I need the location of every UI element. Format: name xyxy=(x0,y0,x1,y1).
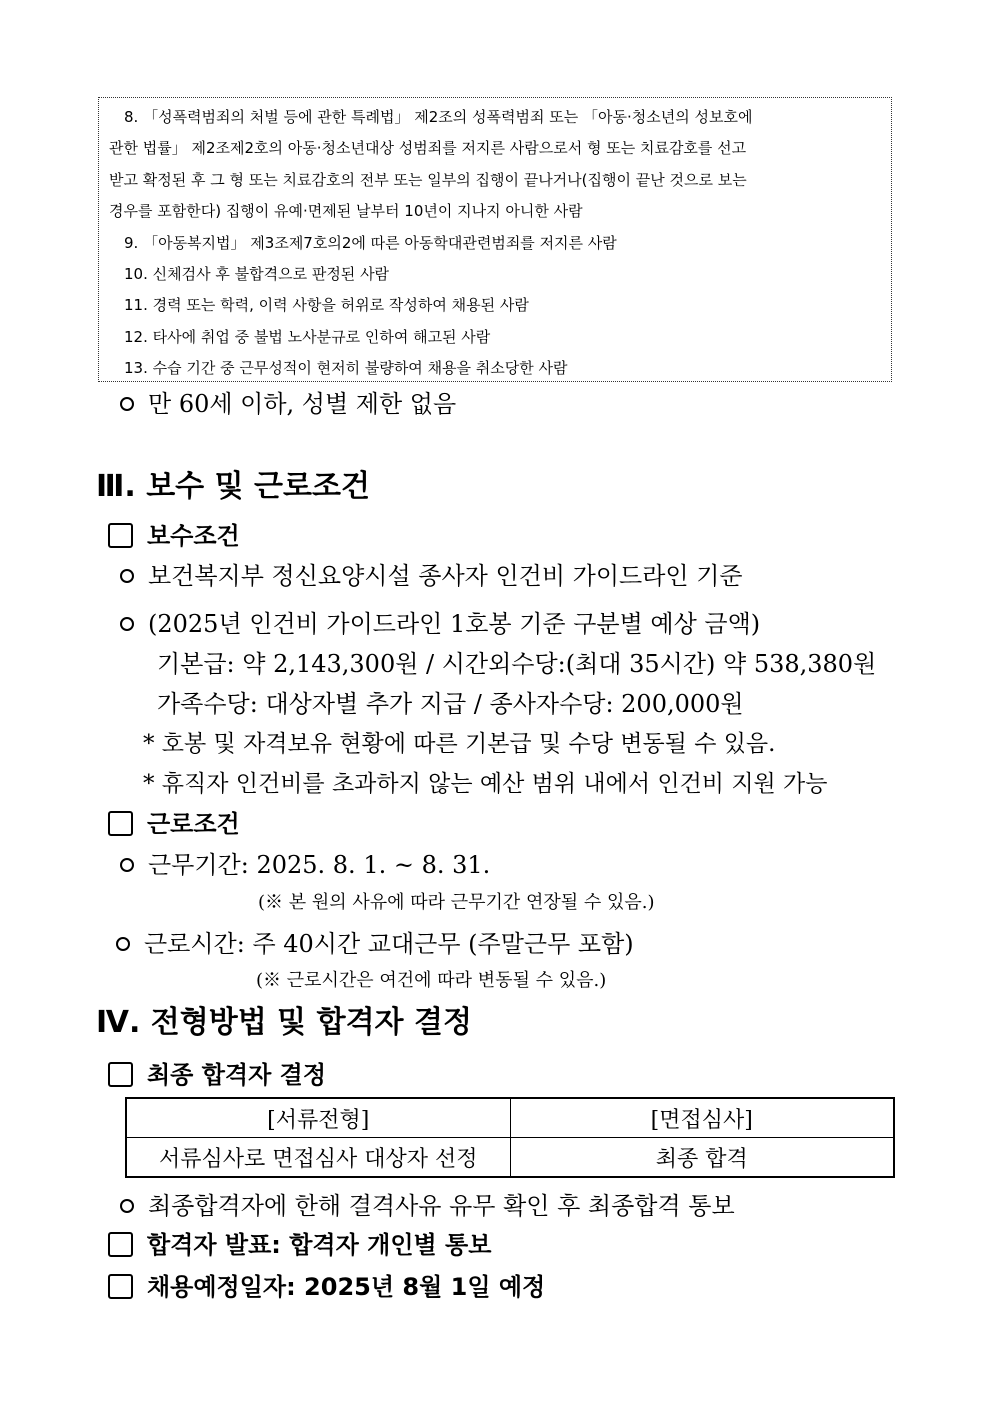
pay-basis-line xyxy=(120,556,743,591)
work-hours-text: 근로시간: 주 40시간 교대근무 (주말근무 포함) xyxy=(144,930,634,958)
disqualification-item-9: 9. 「아동복지법」 제3조제7호의2에 따른 아동학대관련범죄를 저지른 사람 xyxy=(124,233,617,252)
disqualification-item-10: 10. 신체검사 후 불합격으로 판정된 사람 xyxy=(124,265,390,284)
checkbox-square-icon xyxy=(108,1274,133,1299)
disqualification-item-13: 13. 수습 기간 중 근무성적이 현저히 불량하여 채용을 취소당한 사람 xyxy=(124,359,568,378)
checkbox-square-icon xyxy=(108,811,133,836)
final-heading-text: 최종 합격자 결정 xyxy=(147,1061,326,1089)
disqualification-item-8-line3: 받고 확정된 후 그 형 또는 치료감호의 전부 또는 일부의 집행이 끝나거나(집행이 끝난 것으로 보는 xyxy=(109,170,747,189)
table-row xyxy=(126,1138,894,1178)
hire-date-line xyxy=(108,1267,545,1302)
work-period-text: 근무기간: 2025. 8. 1. ~ 8. 31. xyxy=(148,851,491,879)
disqualification-item-8-line2: 관한 법률」 제2조제2호의 아동·청소년대상 성범죄를 저지른 사람으로서 형 또는 치료감호를 선고 xyxy=(109,139,747,158)
final-notice-text: 최종합격자에 한해 결격사유 유무 확인 후 최종합격 통보 xyxy=(148,1192,735,1220)
work-period-note: (※ 본 원의 사유에 따라 근무기간 연장될 수 있음.) xyxy=(258,892,655,913)
pay-note-2: * 휴직자 인건비를 초과하지 않는 예산 범위 내에서 인건비 지원 가능 xyxy=(143,771,828,797)
pay-estimate-title: (2025년 인건비 가이드라인 1호봉 기준 구분별 예상 금액) xyxy=(148,610,761,638)
disqualification-item-8-line4: 경우를 포함한다) 집행이 유예·면제된 날부터 10년이 지나지 아니한 사람 xyxy=(109,202,583,221)
table-header-document: [서류전형] xyxy=(126,1098,510,1138)
table-cell-interview: 최종 합격 xyxy=(510,1138,894,1178)
work-heading-text: 근로조건 xyxy=(147,810,240,838)
work-period-line xyxy=(120,845,490,880)
age-requirement-line xyxy=(120,384,456,419)
pay-estimate-line2: 가족수당: 대상자별 추가 지급 / 종사자수당: 200,000원 xyxy=(157,690,744,718)
checkbox-square-icon xyxy=(108,1062,133,1087)
pay-heading-text: 보수조건 xyxy=(147,522,240,550)
section-4-title: Ⅳ. 전형방법 및 합격자 결정 xyxy=(96,1005,472,1040)
circle-bullet-icon xyxy=(120,617,134,631)
work-heading xyxy=(108,804,240,839)
checkbox-square-icon xyxy=(108,523,133,548)
pay-basis-text: 보건복지부 정신요양시설 종사자 인건비 가이드라인 기준 xyxy=(148,562,743,590)
circle-bullet-icon xyxy=(120,397,134,411)
disqualification-box xyxy=(98,97,892,382)
disqualification-item-12: 12. 타사에 취업 중 불법 노사분규로 인하여 해고된 사람 xyxy=(124,327,491,346)
disqualification-item-11: 11. 경력 또는 학력, 이력 사항을 허위로 작성하여 채용된 사람 xyxy=(124,296,529,315)
work-hours-line xyxy=(116,924,634,959)
circle-bullet-icon xyxy=(116,937,130,951)
pay-estimate-line1: 기본급: 약 2,143,300원 / 시간외수당:(최대 35시간) 약 538,380원 xyxy=(157,650,877,678)
selection-table xyxy=(125,1097,895,1178)
age-requirement-text: 만 60세 이하, 성별 제한 없음 xyxy=(148,390,457,418)
announce-text: 합격자 발표: 합격자 개인별 통보 xyxy=(147,1231,492,1259)
pay-estimate-title-line xyxy=(120,604,760,639)
circle-bullet-icon xyxy=(120,569,134,583)
section-3-title: Ⅲ. 보수 및 근로조건 xyxy=(96,469,370,504)
table-cell-document: 서류심사로 면접심사 대상자 선정 xyxy=(126,1138,510,1178)
checkbox-square-icon xyxy=(108,1232,133,1257)
circle-bullet-icon xyxy=(120,1199,134,1213)
announce-line xyxy=(108,1225,491,1260)
circle-bullet-icon xyxy=(120,858,134,872)
table-header-interview: [면접심사] xyxy=(510,1098,894,1138)
final-heading xyxy=(108,1055,326,1090)
pay-heading xyxy=(108,516,240,551)
work-hours-note: (※ 근로시간은 여건에 따라 변동될 수 있음.) xyxy=(256,970,607,991)
disqualification-item-8-line1: 8. 「성폭력범죄의 처벌 등에 관한 특례법」 제2조의 성폭력범죄 또는 「아동·청소년의 성보호에 xyxy=(124,108,753,126)
final-notice-line xyxy=(120,1186,735,1221)
hire-date-text: 채용예정일자: 2025년 8월 1일 예정 xyxy=(147,1273,546,1301)
pay-note-1: * 호봉 및 자격보유 현황에 따른 기본급 및 수당 변동될 수 있음. xyxy=(143,731,776,757)
table-header-row xyxy=(126,1098,894,1138)
